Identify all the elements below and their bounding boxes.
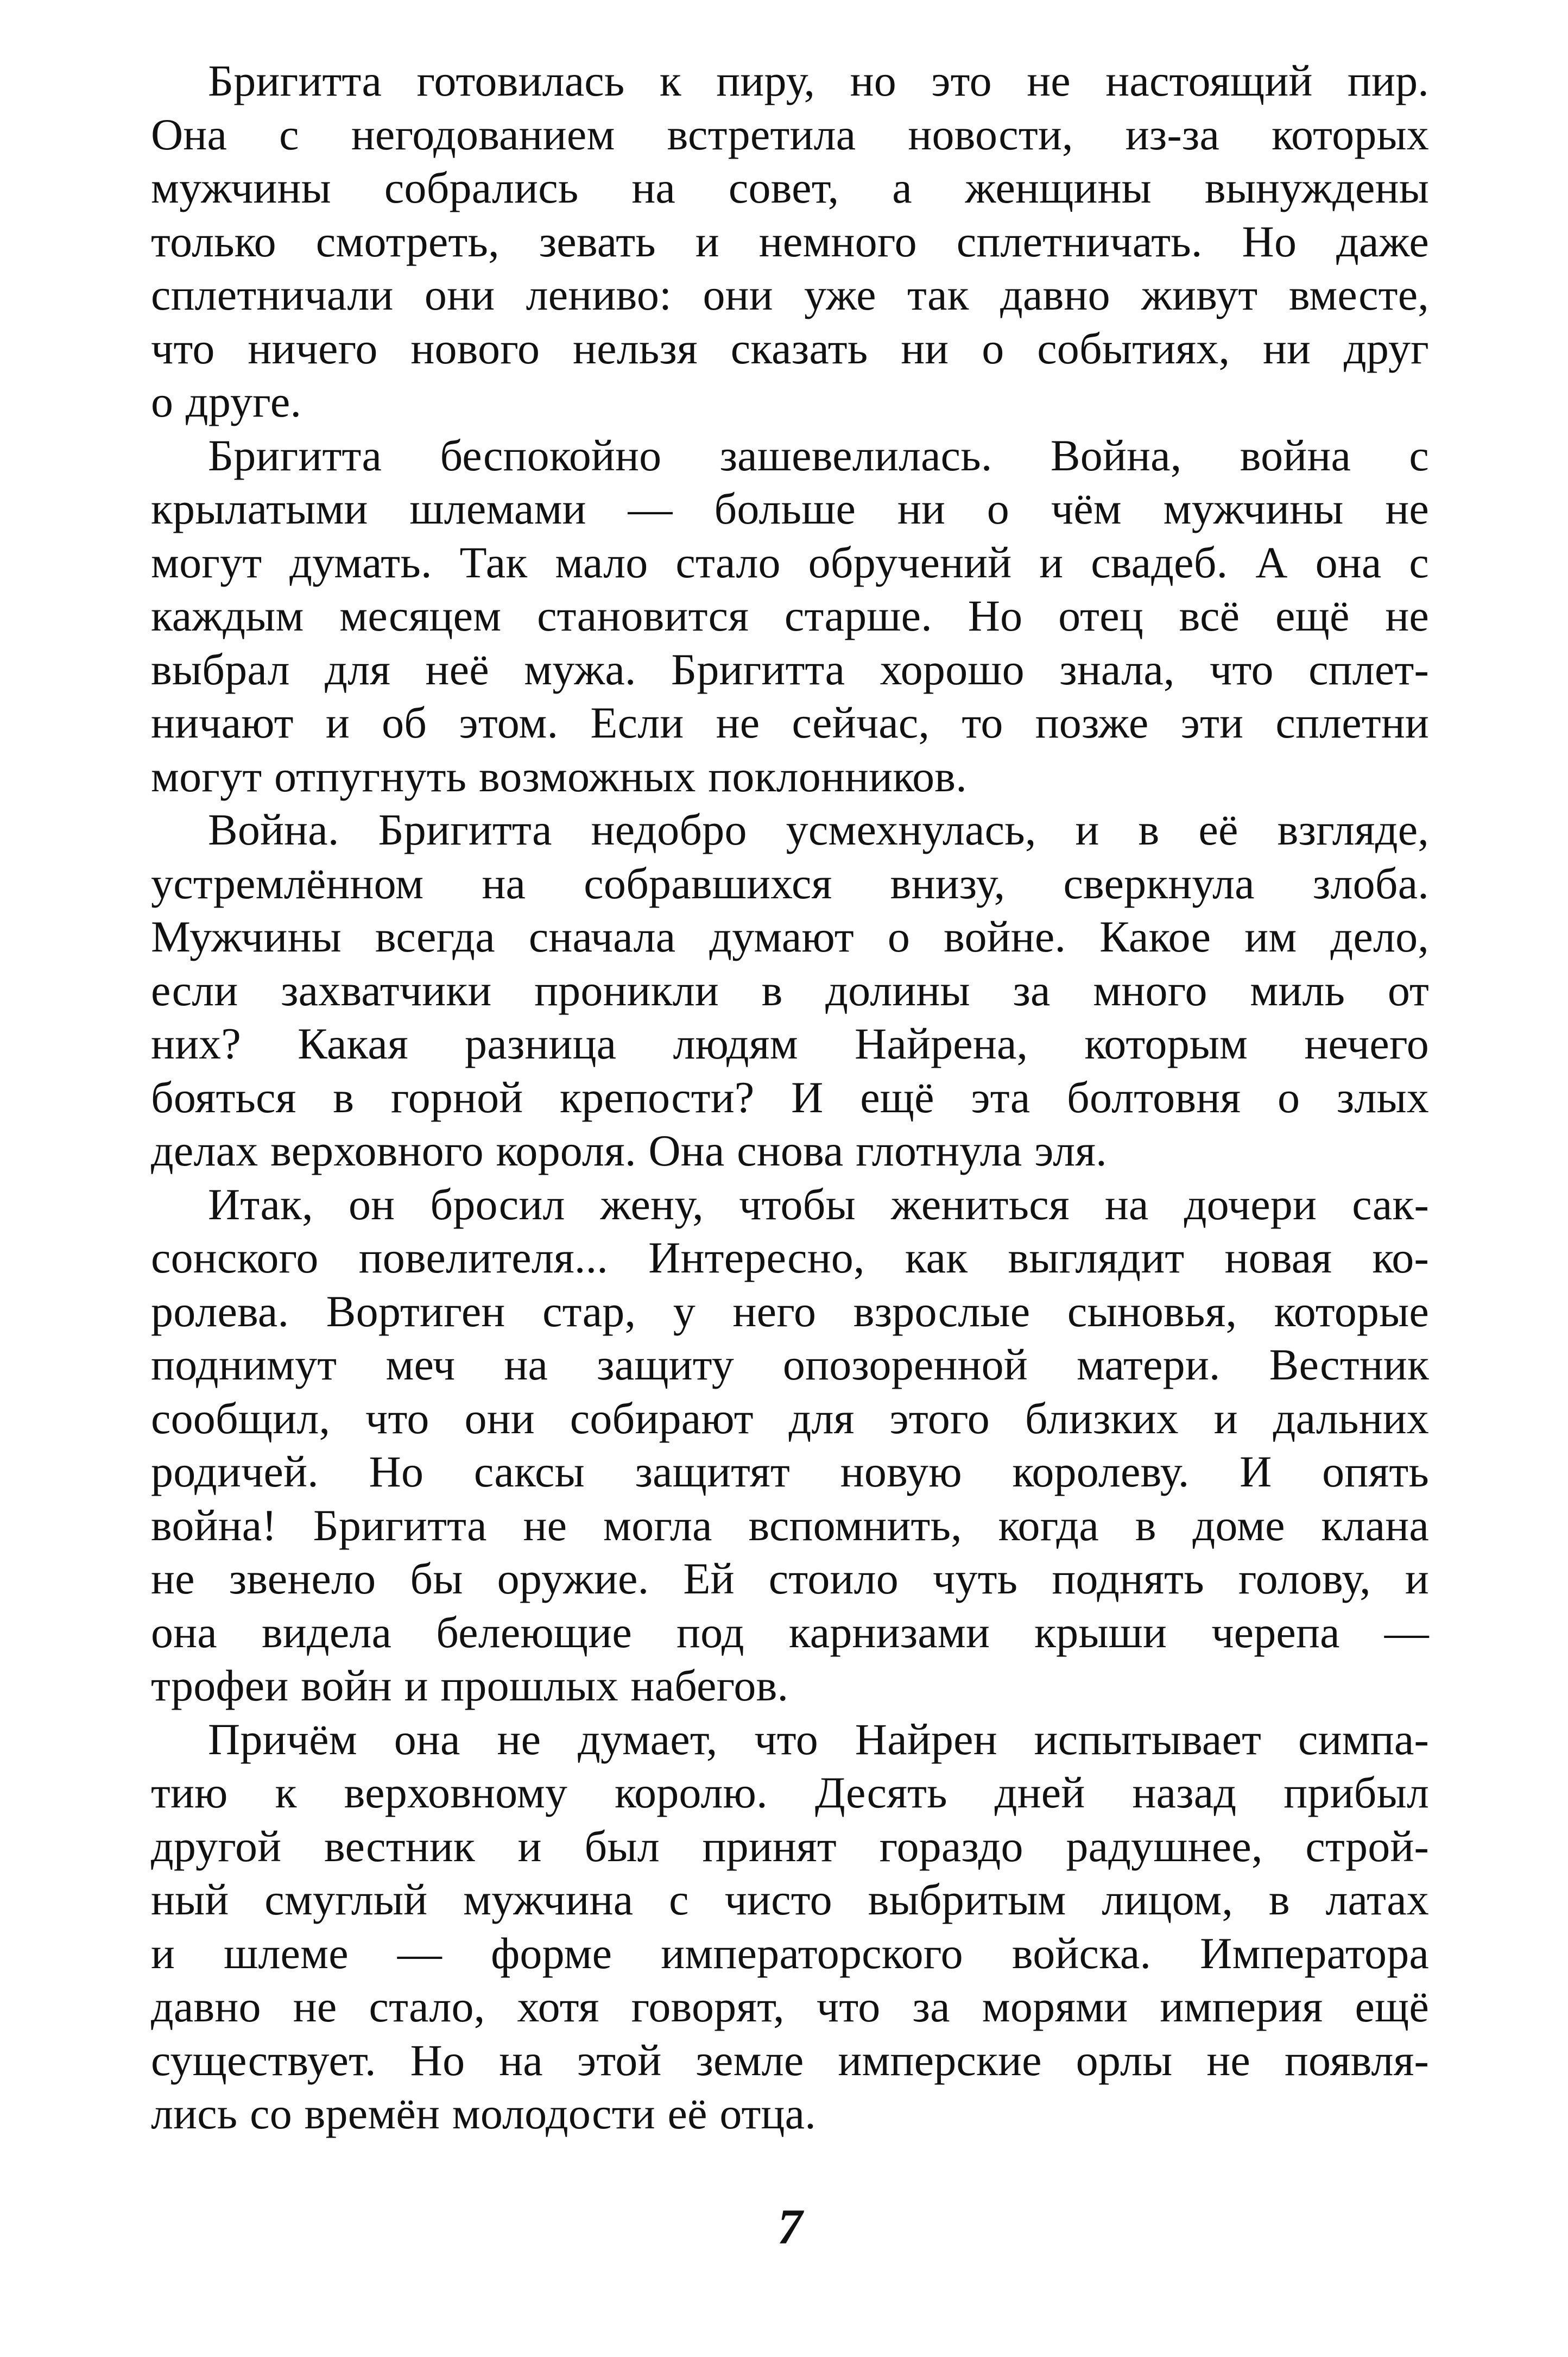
book-page	[151, 54, 1429, 2303]
text-line: поднимут меч на защиту опозоренной матери. Вестник	[151, 1340, 1429, 1389]
text-line: бояться в горной крепости? И ещё эта болтовня о злых	[151, 1072, 1429, 1122]
text-line: сообщил, что они собирают для этого близких и дальних	[151, 1393, 1429, 1443]
text-line: могут думать. Так мало стало обручений и свадеб. А она с	[151, 537, 1429, 587]
text-line: Война. Бригитта недобро усмехнулась, и в её взгляде,	[208, 805, 1429, 854]
text-line: другой вестник и был принят гораздо радушнее, строй-	[151, 1821, 1429, 1871]
page-number: 7	[777, 2199, 802, 2254]
paragraph-5	[151, 1713, 1429, 2141]
text-line: давно не стало, хотя говорят, что за морями империя ещё	[151, 1982, 1429, 2031]
text-line: выбрал для неё мужа. Бригитта хорошо знала, что сплет-	[151, 644, 1429, 694]
text-line: она видела белеющие под карнизами крыши черепа —	[151, 1607, 1429, 1657]
text-line: если захватчики проникли в долины за много миль от	[151, 965, 1429, 1015]
text-line: Итак, он бросил жену, чтобы жениться на дочери сак-	[208, 1179, 1429, 1229]
text-line: лись со времён молодости её отца.	[151, 2089, 816, 2138]
text-line: Бригитта готовилась к пиру, но это не настоящий пир.	[208, 56, 1429, 105]
text-line: сонского повелителя... Интересно, как выглядит новая ко-	[151, 1233, 1429, 1282]
text-line: родичей. Но саксы защитят новую королеву. И опять	[151, 1447, 1429, 1496]
text-line: не звенело бы оружие. Ей стоило чуть поднять голову, и	[151, 1554, 1429, 1603]
text-line: война! Бригитта не могла вспомнить, когда в доме клана	[151, 1500, 1429, 1550]
paragraph-1	[151, 54, 1429, 429]
text-line: что ничего нового нельзя сказать ни о событиях, ни друг	[151, 323, 1429, 373]
text-line: и шлеме — форме императорского войска. Императора	[151, 1928, 1429, 1978]
text-line: ный смуглый мужчина с чисто выбритым лицом, в латах	[151, 1875, 1429, 1924]
text-line: Мужчины всегда сначала думают о войне. Какое им дело,	[151, 912, 1429, 961]
paragraph-2	[151, 429, 1429, 804]
text-line: делах верховного короля. Она снова глотнула эля.	[151, 1126, 1107, 1175]
text-line: могут отпугнуть возможных поклонников.	[151, 751, 967, 801]
text-line: мужчины собрались на совет, а женщины вынуждены	[151, 163, 1429, 212]
text-line: устремлённом на собравшихся внизу, сверкнула злоба.	[151, 858, 1429, 908]
text-line: ничают и об этом. Если не сейчас, то позже эти сплетни	[151, 698, 1429, 747]
text-line: Она с негодованием встретила новости, из-за которых	[151, 109, 1429, 159]
paragraph-4	[151, 1178, 1429, 1713]
text-line: них? Какая разница людям Найрена, которым нечего	[151, 1019, 1429, 1068]
text-line: существует. Но на этой земле имперские орлы не появля-	[151, 2035, 1429, 2085]
text-line: тию к верховному королю. Десять дней назад прибыл	[151, 1768, 1429, 1817]
text-line: Причём она не думает, что Найрен испытывает симпа-	[208, 1714, 1429, 1764]
text-line: только смотреть, зевать и немного сплетничать. Но даже	[151, 216, 1429, 266]
text-line: каждым месяцем становится старше. Но отец всё ещё не	[151, 591, 1429, 640]
text-line: трофеи войн и прошлых набегов.	[151, 1661, 789, 1710]
paragraph-3	[151, 803, 1429, 1178]
text-line: крылатыми шлемами — больше ни о чём мужчины не	[151, 484, 1429, 533]
text-line: ролева. Вортиген стар, у него взрослые сыновья, которые	[151, 1286, 1429, 1336]
page-body-text	[151, 54, 1429, 2141]
text-line: сплетничали они лениво: они уже так давно живут вместе,	[151, 270, 1429, 319]
text-line: о друге.	[151, 377, 302, 426]
text-line: Бригитта беспокойно зашевелилась. Война, война с	[208, 430, 1429, 480]
